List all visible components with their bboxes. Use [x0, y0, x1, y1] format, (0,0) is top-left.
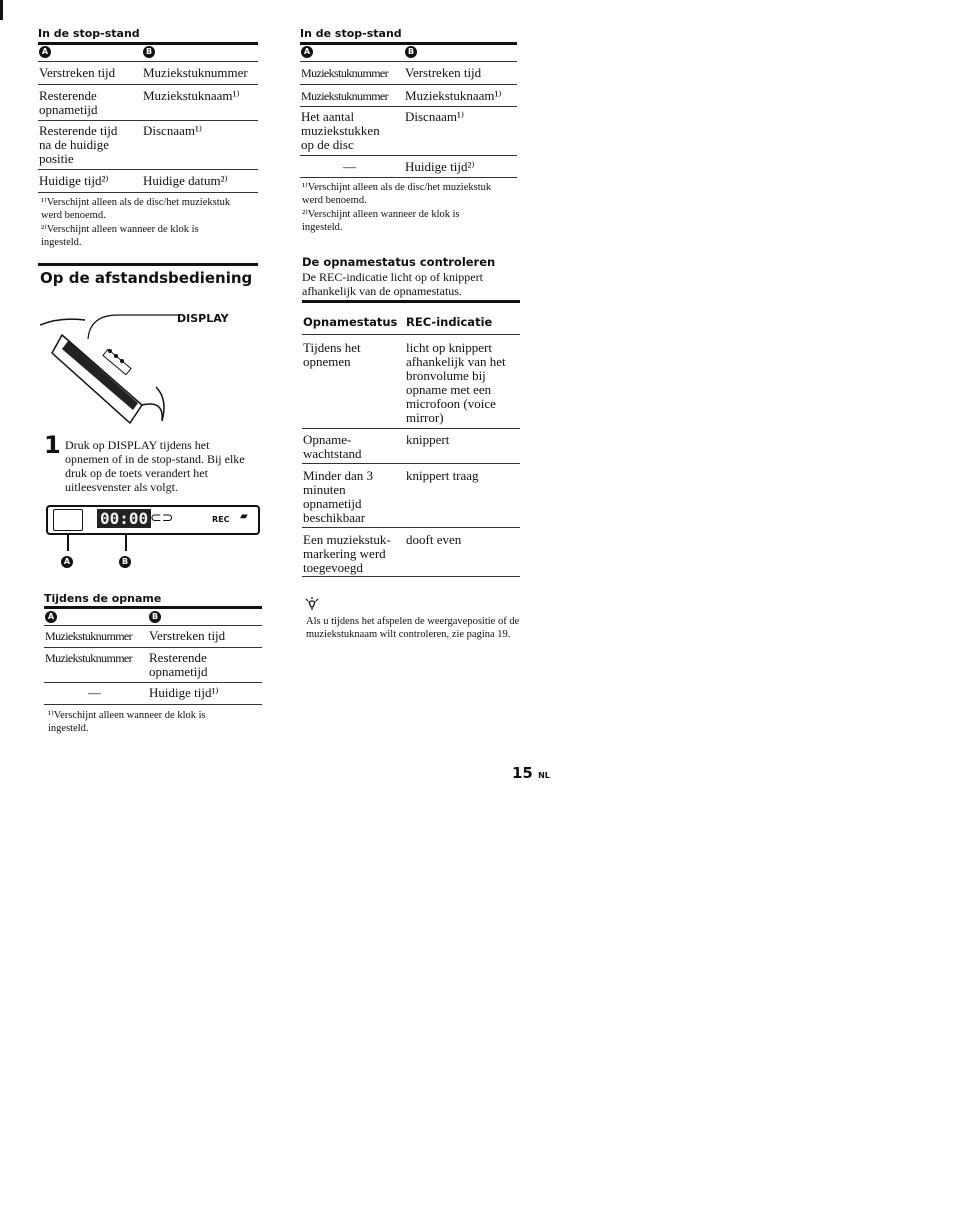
status-row2-indication: knippert: [406, 432, 450, 447]
page-number-value: 15: [512, 764, 533, 782]
table3-col-b-marker: B: [149, 611, 161, 623]
table2-rule: [300, 106, 517, 107]
table3-row2-b: Resterende opnametijd: [149, 650, 208, 679]
table2-row2-b: Muziekstuknaam¹⁾: [405, 88, 502, 103]
table2-note1: ¹⁾Verschijnt alleen als de disc/het muziekstuk werd benoemd.: [302, 182, 492, 206]
status-row1-indication: licht op knippert afhankelijk van het bronvolume bij opname met een microfoon (voice mirror): [406, 340, 506, 425]
table2-row2-a: Muziekstuknummer: [301, 89, 389, 103]
table3-rule: [44, 625, 262, 626]
table2-rule: [300, 177, 517, 178]
table1-row2-a: Resterende opnametijd: [39, 88, 98, 117]
lcd-marker-b: B: [119, 556, 131, 568]
table3-row3-b: Huidige tijd¹⁾: [149, 685, 219, 700]
lcd-marker-a: A: [61, 556, 73, 568]
section-title: Op de afstandsbediening: [40, 269, 253, 287]
table1-row1-a: Verstreken tijd: [39, 65, 116, 80]
step-number: 1: [44, 431, 61, 459]
status-col2-header: REC-indicatie: [406, 315, 493, 329]
table2-row1-a: Muziekstuknummer: [301, 66, 389, 80]
status-rule: [302, 334, 520, 335]
table2-rule: [300, 155, 517, 156]
table1-row3-b: Discnaam¹⁾: [143, 123, 203, 138]
table2-rule: [300, 84, 517, 85]
table3-row1-b: Verstreken tijd: [149, 628, 226, 643]
table1-row4-a: Huidige tijd²⁾: [39, 173, 109, 188]
lcd-time-digits: 00:00: [97, 509, 151, 528]
status-intro: De REC-indicatie licht op of knippert afhankelijk van de opnamestatus.: [302, 270, 483, 298]
table1-rule: [38, 84, 258, 85]
table2-rule: [300, 61, 517, 62]
status-rule: [302, 428, 520, 429]
table3-rule: [44, 647, 262, 648]
table3-heading: Tijdens de opname: [44, 592, 162, 605]
table1-rule: [38, 61, 258, 62]
table2-row4-b: Huidige tijd²⁾: [405, 159, 475, 174]
status-title: De opnamestatus controleren: [302, 255, 496, 269]
table2-row1-b: Verstreken tijd: [405, 65, 482, 80]
lcd-pointer-a: [67, 533, 69, 551]
section-rule: [38, 263, 258, 266]
battery-icon: ▰: [240, 511, 248, 522]
status-row4-indication: dooft even: [406, 532, 462, 547]
table2-col-b-marker: B: [405, 46, 417, 58]
status-top-rule: [302, 300, 520, 303]
table1-col-a-marker: A: [39, 46, 51, 58]
step-text: Druk op DISPLAY tijdens het opnemen of in de stop-stand. Bij elke druk op de toets verandert het uitleesvenster als volgt.: [65, 438, 245, 494]
table1-heading: In de stop-stand: [38, 27, 140, 40]
edge-mark: [0, 0, 3, 20]
table2-top-rule: [300, 42, 517, 45]
table3-row1-a: Muziekstuknummer: [45, 629, 133, 643]
table1-rule: [38, 120, 258, 121]
status-rule: [302, 527, 520, 528]
status-row3-indication: knippert traag: [406, 468, 479, 483]
table1-row3-a: Resterende tijd na de huidige positie: [39, 123, 118, 166]
table3-row3-a: —: [88, 685, 101, 700]
table1-row4-b: Huidige datum²⁾: [143, 173, 228, 188]
table3-note: ¹⁾Verschijnt alleen wanneer de klok is ingesteld.: [48, 710, 206, 734]
disc-icon: ⊂⊃: [150, 510, 174, 526]
table2-row4-a: —: [343, 159, 356, 174]
table1-top-rule: [38, 42, 258, 45]
page-language: NL: [538, 771, 550, 780]
table2-row3-b: Discnaam¹⁾: [405, 109, 465, 124]
table3-row2-a: Muziekstuknummer: [45, 651, 133, 665]
status-row4-state: Een muziekstuk-markering werd toegevoegd: [303, 532, 391, 575]
table2-heading: In de stop-stand: [300, 27, 402, 40]
table2-row3-a: Het aantal muziekstukken op de disc: [301, 109, 380, 152]
table2-col-a-marker: A: [301, 46, 313, 58]
status-row3-state: Minder dan 3 minuten opnametijd beschikbaar: [303, 468, 374, 525]
table3-rule: [44, 704, 262, 705]
page-number: [512, 764, 550, 782]
lcd-pointer-b: [125, 533, 127, 551]
status-row1-state: Tijdens het opnemen: [303, 340, 361, 369]
table1-rule: [38, 169, 258, 170]
table3-col-a-marker: A: [45, 611, 57, 623]
lcd-segment-a: [53, 509, 83, 531]
status-rule: [302, 463, 520, 464]
table1-col-b-marker: B: [143, 46, 155, 58]
table2-note2: ²⁾Verschijnt alleen wanneer de klok is ingesteld.: [302, 209, 460, 233]
status-row2-state: Opname-wachtstand: [303, 432, 362, 461]
table1-rule: [38, 192, 258, 193]
lcd-rec-indicator: REC: [212, 515, 230, 524]
table1-note1: ¹⁾Verschijnt alleen als de disc/het muziekstuk werd benoemd.: [41, 197, 231, 221]
table1-row2-b: Muziekstuknaam¹⁾: [143, 88, 240, 103]
tip-text: Als u tijdens het afspelen de weergavepositie of de muziekstuknaam wilt controleren, zie pagina 19.: [306, 616, 520, 640]
table3-rule: [44, 682, 262, 683]
table3-top-rule: [44, 606, 262, 609]
status-rule: [302, 576, 520, 577]
display-button-label: DISPLAY: [177, 312, 229, 325]
tip-icon: [304, 596, 320, 612]
table1-note2: ²⁾Verschijnt alleen wanneer de klok is ingesteld.: [41, 224, 199, 248]
status-col1-header: Opnamestatus: [303, 315, 398, 329]
table1-row1-b: Muziekstuknummer: [143, 65, 248, 80]
